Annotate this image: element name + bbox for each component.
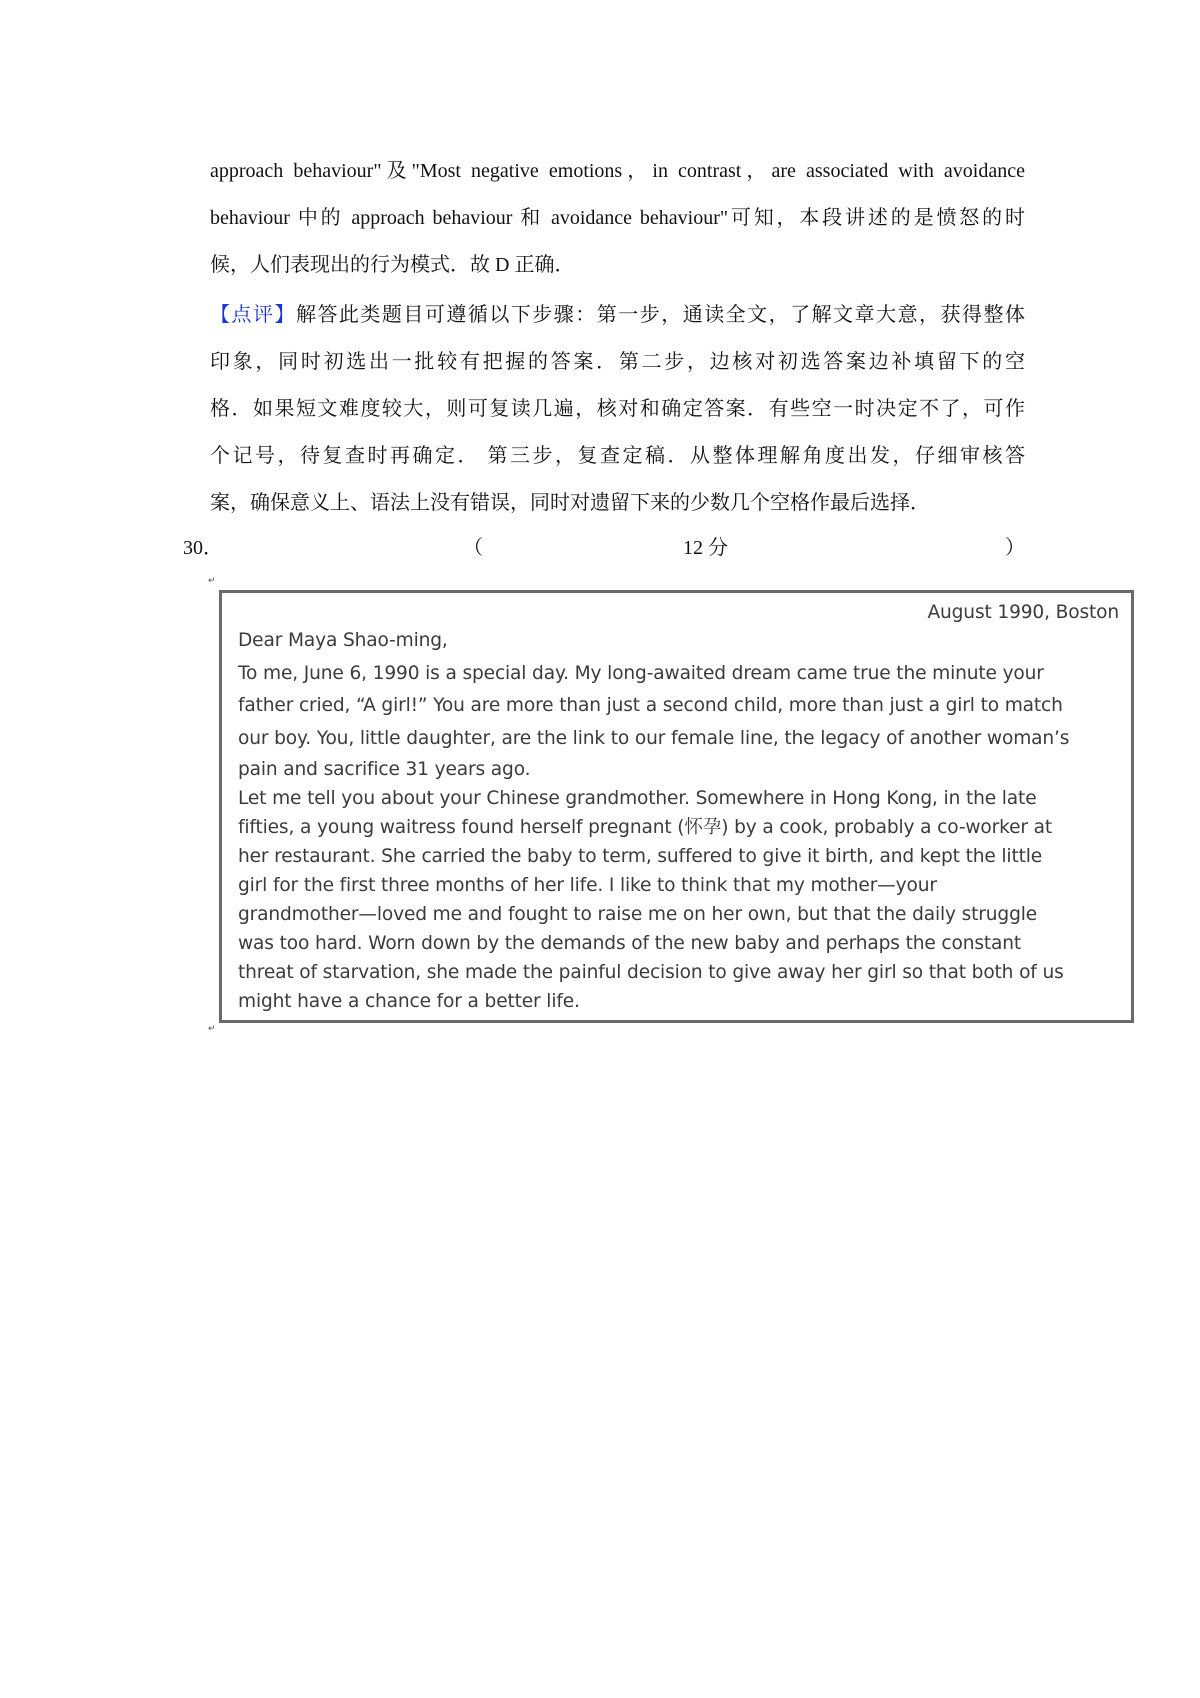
explanation-line: approach behaviour"及"Most negative emotions，in contrast，are associated with avoidance [210, 160, 1025, 182]
question-right-paren: ） [1005, 537, 1025, 559]
letter-line: our boy. You, little daughter, are the link to our female line, the legacy of another woman’s [238, 727, 1070, 749]
question-header [183, 528, 1043, 568]
letter-line: grandmother—loved me and fought to raise me on her own, but that the daily struggle [238, 904, 1038, 925]
comment-line: 案，确保意义上、语法上没有错误，同时对遗留下来的少数几个空格作最后选择． [210, 492, 930, 514]
question-points: 12 分 [683, 537, 728, 559]
paragraph-mark-icon: ↵ [208, 576, 216, 586]
letter-line: To me, June 6, 1990 is a special day. My long-awaited dream came true the minute your [238, 662, 1044, 684]
question-left-paren: （ [463, 537, 483, 559]
letter-line: was too hard. Worn down by the demands of the new baby and perhaps the constant [238, 933, 1022, 954]
paragraph-mark-icon: ↵ [208, 1024, 216, 1034]
letter-line: threat of starvation, she made the painful decision to give away her girl so that both of us [238, 962, 1064, 983]
letter-line: pain and sacrifice 31 years ago. [238, 759, 531, 780]
explanation-paragraph [210, 148, 1025, 289]
letter-line: her restaurant. She carried the baby to term, suffered to give it birth, and kept the little [238, 846, 1043, 867]
letter-line: father cried, “A girl!” You are more than just a second child, more than just a girl to match [238, 695, 1063, 716]
letter-image-box [219, 590, 1134, 1023]
comment-line: 格．如果短文难度较大，则可复读几遍，核对和确定答案．有些空一时决定不了，可作 [210, 398, 1025, 420]
comment-first-line-text: 解答此类题目可遵循以下步骤：第一步，通读全文，了解文章大意，获得整体 [295, 304, 1026, 326]
comment-tag: 【点评】 [210, 304, 296, 326]
letter-line: girl for the first three months of her life. I like to think that my mother—your [238, 875, 937, 896]
comment-paragraph [210, 292, 1025, 527]
letter-line: might have a chance for a better life. [238, 991, 580, 1012]
letter-dateline: August 1990, Boston [927, 602, 1119, 623]
comment-line: 印象，同时初选出一批较有把握的答案．第二步，边核对初选答案边补填留下的空 [210, 351, 1025, 373]
letter-body [238, 625, 1123, 1016]
comment-first-line [210, 292, 1025, 339]
question-number: 30． [183, 537, 223, 559]
explanation-line: behaviour 中的 approach behaviour 和 avoidance behaviour"可知，本段讲述的是愤怒的时 [210, 207, 1025, 229]
letter-line: fifties, a young waitress found herself pregnant (怀孕) by a cook, probably a co-worker at [238, 817, 1053, 838]
comment-line: 个记号，待复查时再确定． 第三步，复查定稿．从整体理解角度出发，仔细审核答 [210, 445, 1025, 467]
letter-line: Let me tell you about your Chinese grandmother. Somewhere in Hong Kong, in the late [238, 788, 1037, 809]
letter-salutation: Dear Maya Shao-ming, [238, 630, 448, 651]
explanation-line: 候，人们表现出的行为模式．故 D 正确． [210, 254, 575, 276]
